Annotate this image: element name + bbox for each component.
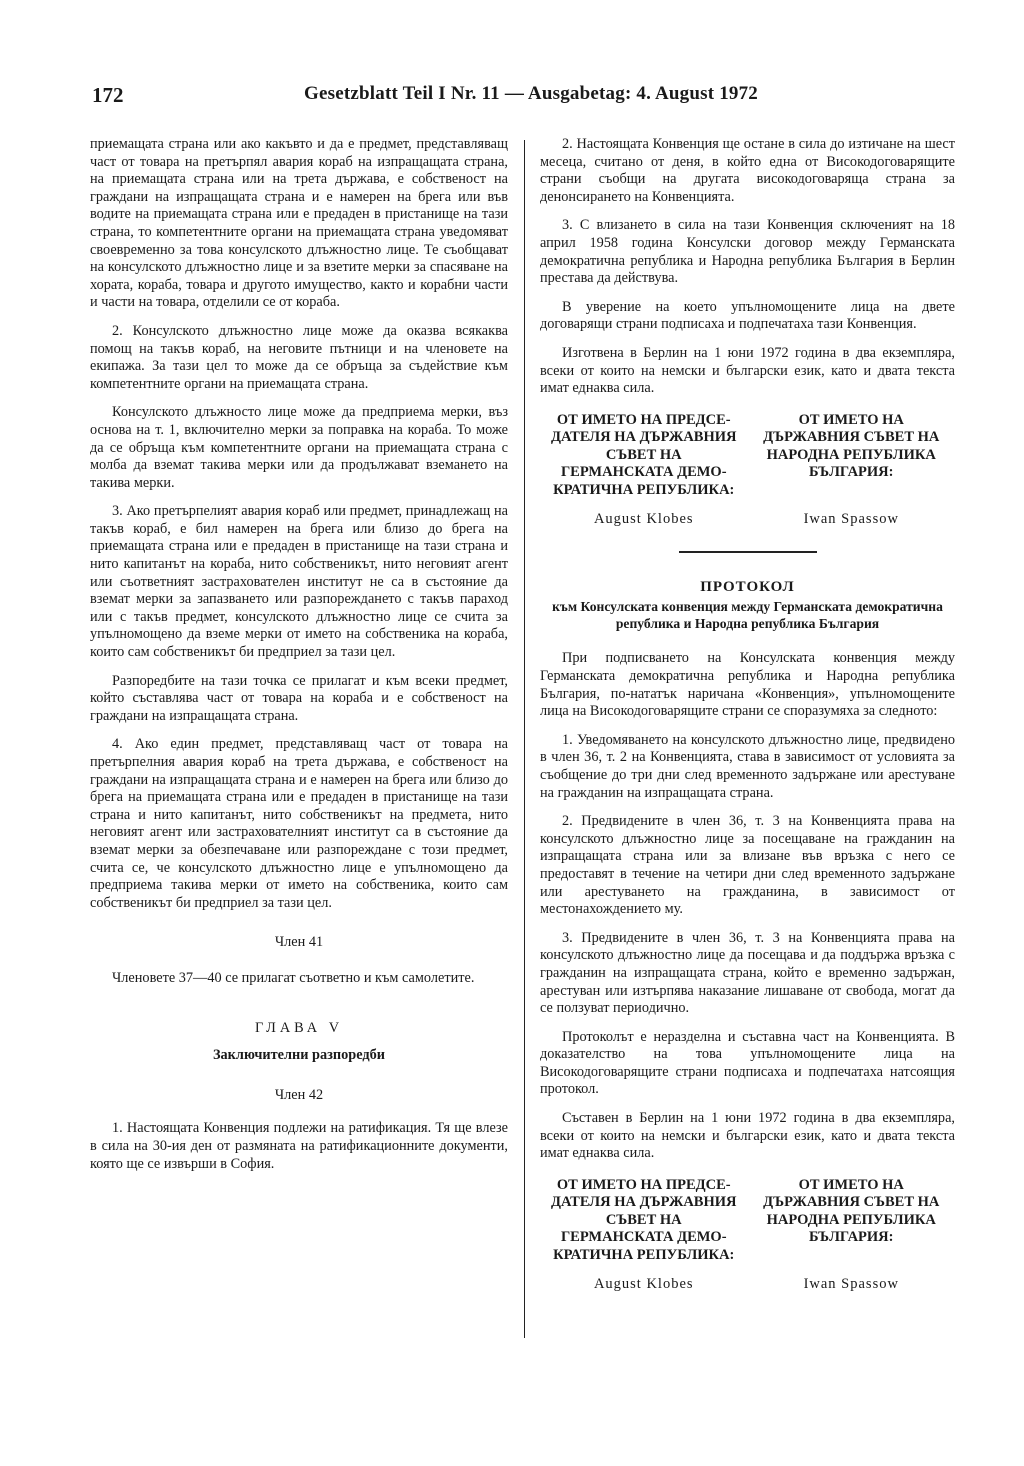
left-column xyxy=(90,136,508,1184)
paragraph: Разпоредбите на тази точка се прилагат и към всеки предмет, който съставлява част от товара на кораба и е собственост на граждани на изпращащата страна. xyxy=(90,672,508,724)
paragraph: 3. Ако претърпелият авария кораб или предмет, принадлежащ на такъв кораб, е бил намерен на брега или близо до брега на приемащата страна или е предаден в пристанище на тази страна и нито капитанът на кораба, нито собственикът, нито неговият агент или съответният застрахователен институт не са в състояние да вземат мерки за запазването или разпореждането с такъв параход или с такъв предмет, консулското длъжностно лице се счита за упълномощено да вземе мерки от името на собственика на кораба, които сам собственикът би предприел за тази цел. xyxy=(90,503,508,661)
signatory-name-gdr: August Klobes xyxy=(593,511,694,528)
page-number: 172 xyxy=(92,83,124,107)
article-41-text: Членовете 37—40 се прилагат съответно и към самолетите. xyxy=(112,969,475,986)
signatory-name-bulgaria: Iwan Spassow xyxy=(803,1276,899,1293)
chapter-subtitle: Заключителни разпоредби xyxy=(212,1047,386,1064)
signature-heading-gdr: ОТ ИМЕТО НА ПРЕДСЕ- ДАТЕЛЯ НА ДЪРЖАВНИЯ СЪВЕТ НА ГЕРМАНСКАТА ДЕМО- КРАТИЧНА РЕПУБЛИКА: xyxy=(550,1176,737,1263)
signature-heading-bulgaria: ОТ ИМЕТО НА ДЪРЖАВНИЯ СЪВЕТ НА НАРОДНА РЕПУБЛИКА БЪЛГАРИЯ: xyxy=(763,411,940,481)
signature-block-convention xyxy=(540,412,955,500)
article-41-title: Член 41 xyxy=(274,934,324,951)
running-title: Gesetzblatt Teil I Nr. 11 — Ausgabetag: 4. August 1972 xyxy=(304,83,758,104)
right-column xyxy=(540,136,955,1304)
protocol-paragraph: 2. Предвидените в член 36, т. 3 на Конвенцията права на консулското длъжностно лице за посещаване на гражданин на изпращащата страна или за влизане във връзка с него се предоставят в течение на четири дни след временното задържане или арестуването на гражданина, в зависимост от местонахождението му. xyxy=(540,813,955,918)
signatory-name-bulgaria: Iwan Spassow xyxy=(803,511,899,528)
paragraph: 3. С влизането в сила на тази Конвенция сключеният на 18 април 1958 година Консулски договор между Германската демократична република и Народна република България в Берлин престава да действува. xyxy=(540,217,955,287)
protocol-subtitle: към Консулската конвенция между Германската демократична република и Народна република България xyxy=(552,599,943,632)
paragraph: 2. Настоящата Конвенция ще остане в сила до изтичане на шест месеца, считано от деня, в който една от Високодоговарящите страни съобщи на другата високодоговаряща страна за денонсирането на Конвенцията. xyxy=(540,136,955,205)
protocol-paragraph: 1. Уведомяването на консулското длъжностно лице, предвидено в член 36, т. 2 на Конвенцията, става в зависимост от условията за съобщение до три дни след временното задържане или арестуване на гражданин на изпращащата страна. xyxy=(540,731,955,801)
protocol-paragraph: Протоколът е неразделна и съставна част на Конвенцията. В доказателство на това упълномощените лица на Високодоговарящите страни подписаха и подпечатаха натсоящия протокол. xyxy=(540,1028,955,1098)
signature-heading-gdr: ОТ ИМЕТО НА ПРЕДСЕ- ДАТЕЛЯ НА ДЪРЖАВНИЯ СЪВЕТ НА ГЕРМАНСКАТА ДЕМО- КРАТИЧНА РЕПУБЛИКА: xyxy=(550,411,737,498)
signatory-names-protocol xyxy=(540,1276,955,1294)
signatory-name-gdr: August Klobes xyxy=(593,1276,694,1293)
chapter-title: ГЛАВА V xyxy=(254,1019,344,1036)
signature-block-protocol xyxy=(540,1177,955,1265)
signatory-names-convention xyxy=(540,511,955,529)
column-divider xyxy=(524,140,525,1338)
article-42-title: Член 42 xyxy=(274,1086,324,1103)
paragraph: 4. Ако един предмет, представляващ част от товара на претърпелния авария кораб на трета държава, е собственост на граждани на изпращащата страна и е намерен на брега или близо до брега на приемащата страна или е предаден в пристанище на тази страна и нито капитанът, нито собственикът на предмета, нито неговият агент или застрахователният институт са в състояние да вземат мерки за обезпечаване или разпореждане с този предмет, счита се, че консулското длъжностно лице е упълномощено да предприема такива мерки от името на собственика, които сам собственикът би предприел за тази цел. xyxy=(90,736,508,911)
protocol-paragraph: 3. Предвидените в член 36, т. 3 на Конвенцията права на консулското длъжностно лице да посещава и да поддържа връзка с гражданин на изпращащата страна, който е временно задържан, арестуван или изтърпява наказание лишаване от свобода, могат да се ползуват периодично. xyxy=(540,929,955,1017)
paragraph: Консулското длъжносто лице може да предприема мерки, въз основа на т. 1, включително мерки за поправка на кораба. То може да се обръща към компетентните органи на приемащата страна с молба да вземат такива мерки или да продължават вземането на такива мерки. xyxy=(90,404,508,491)
article-42-text: 1. Настоящата Конвенция подлежи на ратификация. Тя ще влезе в сила на 30-ия ден от размяната на ратификационните документи, която ще се извърши в София. xyxy=(90,1120,508,1172)
page-header xyxy=(92,83,962,113)
protocol-paragraph: Съставен в Берлин на 1 юни 1972 година в два екземпляра, всеки от които на немски и български език, като и двата текста имат еднаква сила. xyxy=(540,1110,955,1162)
protocol-title: ПРОТОКОЛ xyxy=(700,578,795,595)
paragraph: 2. Консулското длъжностно лице може да оказва всякаква помощ на такъв кораб, на неговите пътници и на членовете на екипажа. За тази цел то може да се обръща за съдействие към компетентните органи на приемащата страна. xyxy=(90,322,508,392)
paragraph: Изготвена в Берлин на 1 юни 1972 година в два екземпляра, всеки от които на немски и български език, като и двата текста имат еднаква сила. xyxy=(540,344,955,397)
paragraph: приемащата страна или ако какъвто и да е предмет, представляващ част от товара на претърпял авария кораб на изпращащата страна, на приемащата страна или на трета държава, е собственост на граждани на изпращащата страна и е намерен на брега или във водите на приемащата страна или е предаден в пристанище на тази страна, то компетентните органи на приемащата страна уведомяват своевременно за това консулското длъжностно лице. Те съобщават на консулското длъжностно лице и за взетите мерки за спасяване на хората, кораба, товара и другото имущество, както и корабни части и части на товара, отделили се от кораба. xyxy=(90,136,508,311)
paragraph: В уверение на което упълномощените лица на двете договарящи страни подписаха и подпечатаха тази Конвенция. xyxy=(540,298,955,333)
section-divider xyxy=(679,551,817,553)
signature-heading-bulgaria: ОТ ИМЕТО НА ДЪРЖАВНИЯ СЪВЕТ НА НАРОДНА РЕПУБЛИКА БЪЛГАРИЯ: xyxy=(763,1176,940,1246)
protocol-paragraph: При подписването на Консулската конвенция между Германската демократична република и Народна република България, по-нататък наричана «Конвенция», упълномощените лица на Високодоговарящите страни се споразумяха за следното: xyxy=(540,650,955,720)
